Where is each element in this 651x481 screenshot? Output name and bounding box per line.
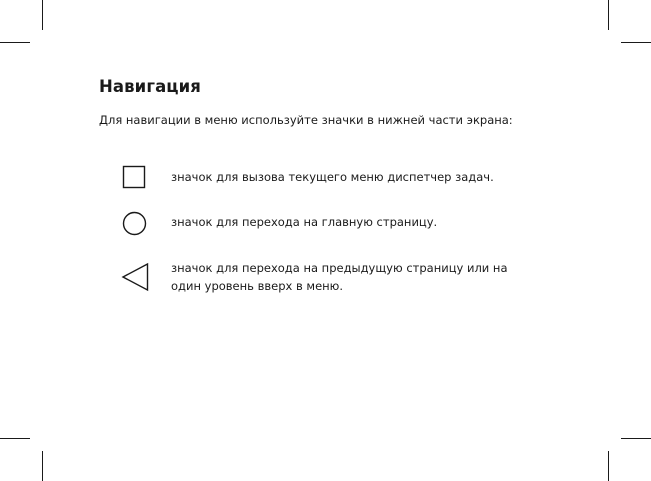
crop-mark (0, 438, 30, 439)
triangle-back-icon (121, 262, 149, 292)
item-description: значок для перехода на главную страницу. (171, 215, 438, 229)
crop-mark (42, 0, 43, 30)
page-title: Навигация (99, 77, 201, 96)
item-description (171, 259, 541, 295)
item-description-line: один уровень вверх в меню. (171, 279, 344, 293)
crop-mark (42, 451, 43, 481)
crop-mark (621, 438, 651, 439)
item-description: значок для вызова текущего меню диспетчер задач. (171, 170, 494, 184)
intro-text: Для навигации в меню используйте значки в нижней части экрана: (99, 113, 513, 127)
item-description-line: значок для перехода на предыдущую страницу или на (171, 261, 508, 275)
crop-mark (0, 42, 30, 43)
crop-mark (621, 42, 651, 43)
crop-mark (608, 0, 609, 30)
crop-mark (608, 451, 609, 481)
square-icon (122, 165, 148, 191)
circle-icon (122, 211, 148, 237)
